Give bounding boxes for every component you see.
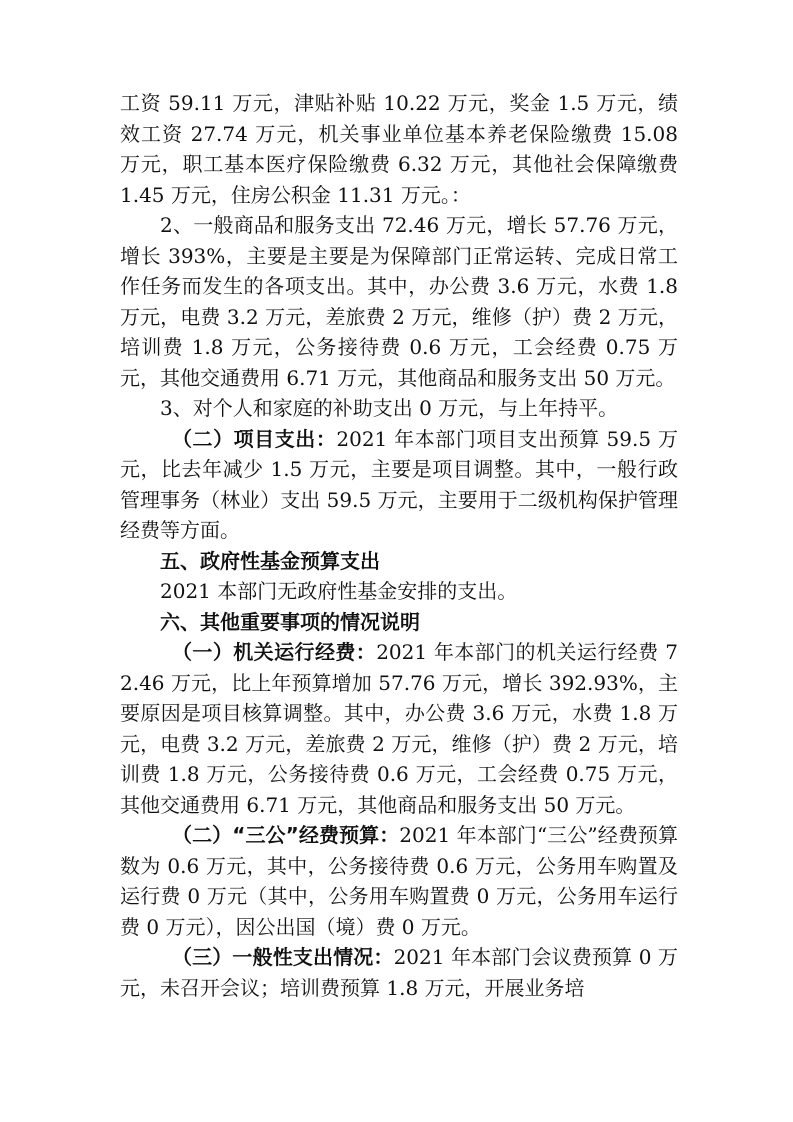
section-heading: 六、其他重要事项的情况说明 (160, 609, 420, 634)
paragraph-subsidy (120, 393, 678, 424)
section-heading: 五、政府性基金预算支出 (160, 548, 380, 573)
section-heading-fund-budget (120, 546, 678, 577)
paragraph-fund-budget (120, 576, 678, 607)
paragraph-text: 工资 59.11 万元，津贴补贴 10.22 万元，奖金 1.5 万元，绩效工资 27.74 万元，机关事业单位基本养老保险缴费 15.08 万元，职工基本医疗保险缴费 6.32 万元，其他社会保障缴费 1.45 万元，住房公积金 11.31 万元。： (120, 91, 678, 207)
paragraph-operating-costs (120, 637, 678, 820)
document-page (120, 88, 678, 1003)
paragraph-text: 3、对个人和家庭的补助支出 0 万元，与上年持平。 (160, 396, 619, 420)
section-heading-other-matters (120, 607, 678, 638)
paragraph-lead: （一）机关运行经费： (172, 640, 377, 664)
paragraph-text: 2021 年本部门项目支出预算 59.5 万元，比去年减少 1.5 万元，主要是项目调整。其中，一般行政管理事务（林业）支出 59.5 万元，主要用于二级机构保护管理经费等方面。 (120, 426, 678, 542)
paragraph-text: 2021 年本部门会议费预算 0 万元，未召开会议；培训费预算 1.8 万元，开展业务培 (120, 945, 678, 1000)
paragraph-wage-continuation (120, 88, 678, 210)
paragraph-text: 2021 本部门无政府性基金安排的支出。 (160, 579, 518, 603)
paragraph-project-expenditure (120, 424, 678, 546)
paragraph-general-expenditure (120, 942, 678, 1003)
paragraph-three-public-costs (120, 820, 678, 942)
paragraph-text: 2021 年本部门的机关运行经费 72.46 万元，比上年预算增加 57.76 万元，增长 392.93%，主要原因是项目核算调整。其中，办公费 3.6 万元，水费 1.8 万元，电费 3.2 万元，差旅费 2 万元，维修（护）费 2 万元，培训费 1.8 万元，公务接待费 0.6 万元，工会经费 0.75 万元，其他交通费用 6.71 万元，其他商品和服务支出 50 万元。 (120, 640, 678, 817)
paragraph-text: 2、一般商品和服务支出 72.46 万元，增长 57.76 万元，增长 393%，主要是主要是为保障部门正常运转、完成日常工作任务而发生的各项支出。其中，办公费 3.6 万元，水费 1.8 万元，电费 3.2 万元，差旅费 2 万元，维修（护）费 2 万元，培训费 1.8 万元，公务接待费 0.6 万元，工会经费 0.75 万元，其他交通费用 6.71 万元，其他商品和服务支出 50 万元。 (120, 213, 678, 390)
paragraph-goods-services (120, 210, 678, 393)
paragraph-lead: （三）一般性支出情况： (172, 945, 394, 969)
paragraph-lead: （二）“三公”经费预算： (172, 823, 400, 847)
paragraph-lead: （二）项目支出： (172, 426, 337, 451)
paragraph-text: 2021 年本部门“三公”经费预算数为 0.6 万元，其中，公务接待费 0.6 万元，公务用车购置及运行费 0 万元（其中，公务用车购置费 0 万元，公务用车运行费 0 万元），因公出国（境）费 0 万元。 (120, 823, 678, 939)
